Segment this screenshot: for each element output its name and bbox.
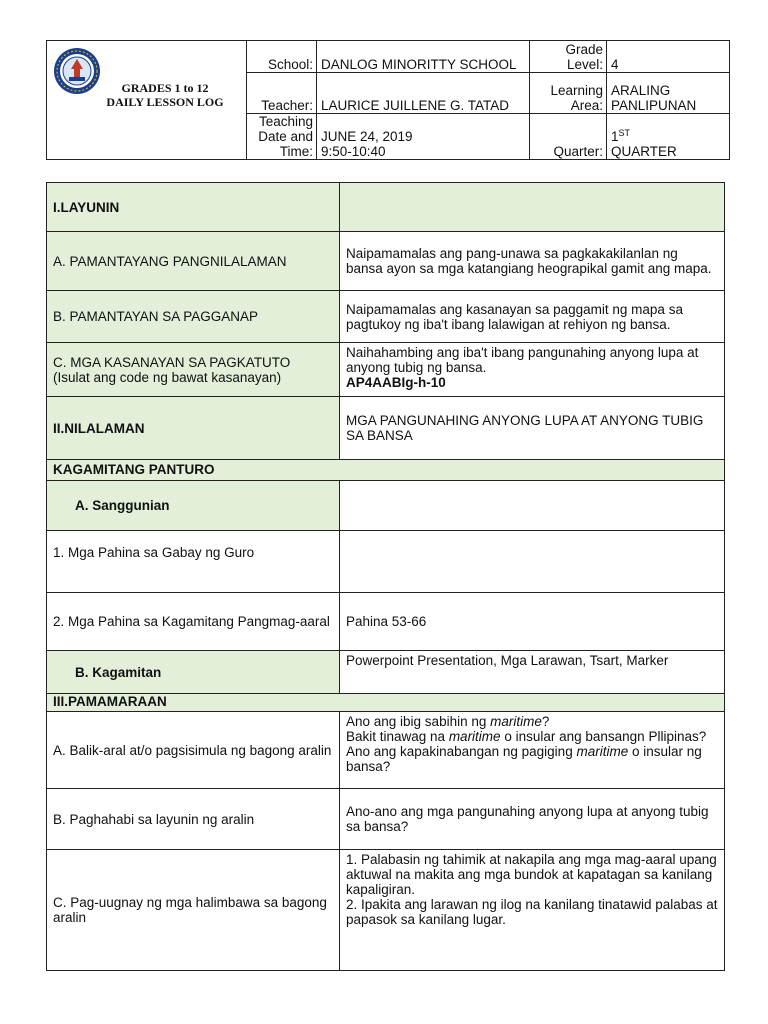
pagganap-label: B. PAMANTAYAN SA PAGGANAP (47, 291, 340, 343)
nilalaman-value: MGA PANGUNAHING ANYONG LUPA AT ANYONG TUBIG SA BANSA (340, 397, 725, 460)
date-value (317, 113, 530, 159)
date-label-line1: Teaching (258, 114, 313, 129)
pamantayang-label: A. PAMANTAYANG PANGNILALAMAN (47, 232, 340, 291)
table-row (47, 789, 725, 850)
balik-q1-end: ? (541, 714, 550, 729)
balik-q2-italic: maritime (448, 729, 501, 744)
balik-question-1 (346, 714, 718, 729)
balik-question-2 (346, 729, 718, 744)
balik-q2-text: Bakit tinawag na (346, 729, 449, 744)
kasanayan-code: AP4AABIg-h-10 (346, 375, 446, 390)
kasanayan-text: Naihahambing ang iba't ibang pangunahing anyong lupa at anyong tubig ng bansa. (346, 345, 699, 375)
quarter-value (607, 113, 730, 159)
date-value-date: JUNE 24, 2019 (321, 129, 413, 144)
pamamaraan-heading: III.PAMAMARAAN (47, 694, 725, 712)
grade-label (530, 41, 607, 73)
table-row (47, 531, 725, 593)
paghahabi-label: B. Paghahabi sa layunin ng aralin (47, 789, 340, 850)
table-row (47, 850, 725, 971)
date-label (247, 113, 317, 159)
gabay-label-text: 1. Mga Pahina sa Gabay ng Guro (53, 545, 255, 560)
quarter-label: Quarter: (530, 113, 607, 159)
quarter-word: QUARTER (611, 144, 677, 159)
grade-label-line2: Level: (566, 57, 603, 73)
school-label: School: (247, 41, 317, 73)
area-label (530, 73, 607, 113)
layunin-heading: I.LAYUNIN (47, 183, 340, 232)
sanggunian-heading: A. Sanggunian (47, 481, 340, 531)
quarter-sup: ST (618, 128, 631, 138)
pag-uugnay-value (340, 850, 725, 971)
logo-title-line2: DAILY LESSON LOG (106, 95, 224, 109)
balik-q3-end: o insular ng bansa? (346, 744, 702, 774)
table-row (47, 343, 725, 397)
teacher-label: Teacher: (247, 73, 317, 113)
table-row (47, 651, 725, 694)
table-row (47, 694, 725, 712)
gabay-label (47, 531, 340, 593)
layunin-empty-cell (340, 183, 725, 232)
sanggunian-empty-cell (340, 481, 725, 531)
table-row (47, 481, 725, 531)
kasanayan-value (340, 343, 725, 397)
pangmag-label: 2. Mga Pahina sa Kagamitang Pangmag-aaral (47, 593, 340, 651)
kagamitang-panturo-heading: KAGAMITANG PANTURO (47, 460, 725, 481)
balik-q1-text: Ano ang ibig sabihin ng (346, 714, 491, 729)
balik-q3-text: Ano ang kapakinabangan ng pagiging (346, 744, 577, 759)
table-row (47, 593, 725, 651)
date-value-time: 9:50-10:40 (321, 144, 386, 159)
pag-uugnay-label: C. Pag-uugnay ng mga halimbawa sa bagong aralin (47, 850, 340, 971)
balik-q2-end: o insular ang bansangn Pllipinas? (500, 729, 707, 744)
balik-q3-italic: maritime (576, 744, 629, 759)
teacher-value: LAURICE JUILLENE G. TATAD (317, 73, 530, 113)
area-value: ARALING PANLIPUNAN (607, 73, 730, 113)
balik-q1-italic: maritime (490, 714, 542, 729)
quarter-num: 1 (611, 129, 619, 144)
table-row (47, 460, 725, 481)
gabay-empty-cell (340, 531, 725, 593)
kasanayan-label (47, 343, 340, 397)
balik-aral-label: A. Balik-aral at/o pagsisimula ng bagong aralin (47, 712, 340, 789)
table-row (47, 183, 725, 232)
kasanayan-label-line1: C. MGA KASANAYAN SA PAGKATUTO (53, 354, 291, 370)
pag-uugnay-item-1: 1. Palabasin ng tahimik at nakapila ang mga mag-aaral upang aktuwal na makita ang mga bundok at kapatagan sa kanilang kapaligiran. (346, 852, 717, 897)
kagamitan-value: Powerpoint Presentation, Mga Larawan, Tsart, Marker (340, 651, 725, 694)
nilalaman-heading: II.NILALAMAN (47, 397, 340, 460)
date-label-line2: Date and (258, 129, 313, 144)
area-label-line2: Area: (570, 97, 603, 113)
balik-aral-value (340, 712, 725, 789)
header-table (46, 40, 730, 160)
date-label-line3: Time: (279, 144, 313, 159)
paghahabi-value: Ano-ano ang mga pangunahing anyong lupa at anyong tubig sa bansa? (340, 789, 725, 850)
table-row (47, 291, 725, 343)
logo-cell (47, 41, 247, 160)
pag-uugnay-item-2: 2. Ipakita ang larawan ng ilog na kanilang tinatawid palabas at papasok sa kanilang lugar. (346, 897, 718, 927)
table-row (47, 712, 725, 789)
quarter-number (611, 129, 725, 144)
lesson-log-table (46, 182, 725, 971)
grade-value: 4 (607, 41, 730, 73)
kasanayan-label-line2: (Isulat ang code ng bawat kasanayan) (53, 369, 282, 385)
logo-title-line1: GRADES 1 to 12 (121, 81, 209, 95)
table-row (47, 397, 725, 460)
balik-question-3 (346, 744, 718, 774)
school-value: DANLOG MINORITTY SCHOOL (317, 41, 530, 73)
pagganap-value: Naipamamalas ang kasanayan sa paggamit ng mapa sa pagtukoy ng iba't ibang lalawigan at rehiyon ng bansa. (340, 291, 725, 343)
pamantayang-value: Naipamamalas ang pang-unawa sa pagkakakilanlan ng bansa ayon sa mga katangiang heograpikal gamit ang mapa. (340, 232, 725, 291)
kagamitan-heading: B. Kagamitan (47, 651, 340, 694)
area-label-line1: Learning (550, 82, 603, 98)
pangmag-value: Pahina 53-66 (340, 593, 725, 651)
table-row (47, 232, 725, 291)
logo-title (75, 81, 255, 109)
grade-label-line1: Grade (565, 42, 603, 58)
